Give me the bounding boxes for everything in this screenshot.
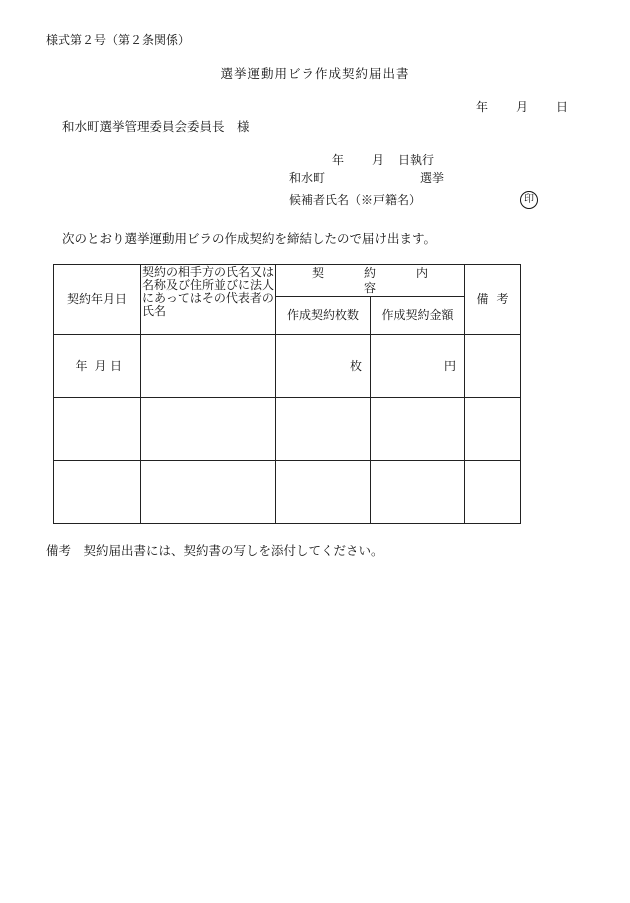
row-sheets-cell[interactable] (276, 461, 371, 524)
date-month: 月 (516, 100, 529, 114)
date-year: 年 (476, 100, 489, 114)
row-month: 月 (94, 358, 107, 373)
election-day-held: 日執行 (398, 153, 435, 167)
row-amount-cell[interactable] (371, 461, 465, 524)
row-day: 日 (109, 358, 122, 373)
row-amount-cell[interactable] (371, 335, 465, 398)
table-row (54, 335, 521, 398)
row-sheets-cell[interactable] (276, 335, 371, 398)
election-name (289, 172, 444, 184)
election-suffix: 選挙 (420, 171, 445, 185)
form-number: 様式第２号（第２条関係） (46, 33, 191, 47)
candidate-name-label: 候補者氏名（※戸籍名） (289, 193, 422, 207)
row-remarks-cell[interactable] (465, 461, 521, 524)
row-remarks-cell[interactable] (465, 398, 521, 461)
row-date-cell[interactable] (54, 461, 141, 524)
date-day: 日 (556, 100, 569, 114)
row-date-cell[interactable] (54, 398, 141, 461)
document-title: 選挙運動用ビラ作成契約届出書 (220, 66, 410, 81)
town-name: 和水町 (289, 171, 326, 185)
header-contract-content: 契 約 内 容 (276, 265, 465, 297)
sheets-unit: 枚 (349, 358, 362, 373)
row-date-cell[interactable] (54, 335, 141, 398)
header-remarks: 備考 (465, 265, 521, 335)
row-amount-cell[interactable] (371, 398, 465, 461)
row-remarks-cell[interactable] (465, 335, 521, 398)
row-year: 年 (75, 358, 88, 373)
election-month: 月 (372, 153, 385, 167)
submission-date (476, 101, 568, 113)
row-party-cell[interactable] (141, 461, 276, 524)
table-row (54, 398, 521, 461)
amount-unit: 円 (444, 358, 457, 373)
header-contract-party: 契約の相手方の氏名又は名称及び住所並びに法人にあってはその代表者の氏名 (141, 265, 276, 335)
addressee: 和水町選挙管理委員会委員長 様 (62, 119, 250, 134)
contract-table (53, 264, 521, 524)
row-party-cell[interactable] (141, 335, 276, 398)
row-party-cell[interactable] (141, 398, 276, 461)
table-row (54, 461, 521, 524)
seal-mark: 印 (520, 191, 538, 209)
header-contract-amount: 作成契約金額 (371, 297, 465, 335)
intro-text: 次のとおり選挙運動用ビラの作成契約を締結したので届け出ます。 (62, 231, 437, 246)
row-sheets-cell[interactable] (276, 398, 371, 461)
election-date (332, 154, 434, 166)
header-sheet-count: 作成契約枚数 (276, 297, 371, 335)
election-year: 年 (332, 153, 345, 167)
remarks-note: 備考 契約届出書には、契約書の写しを添付してください。 (46, 543, 384, 558)
header-contract-date: 契約年月日 (54, 265, 141, 335)
